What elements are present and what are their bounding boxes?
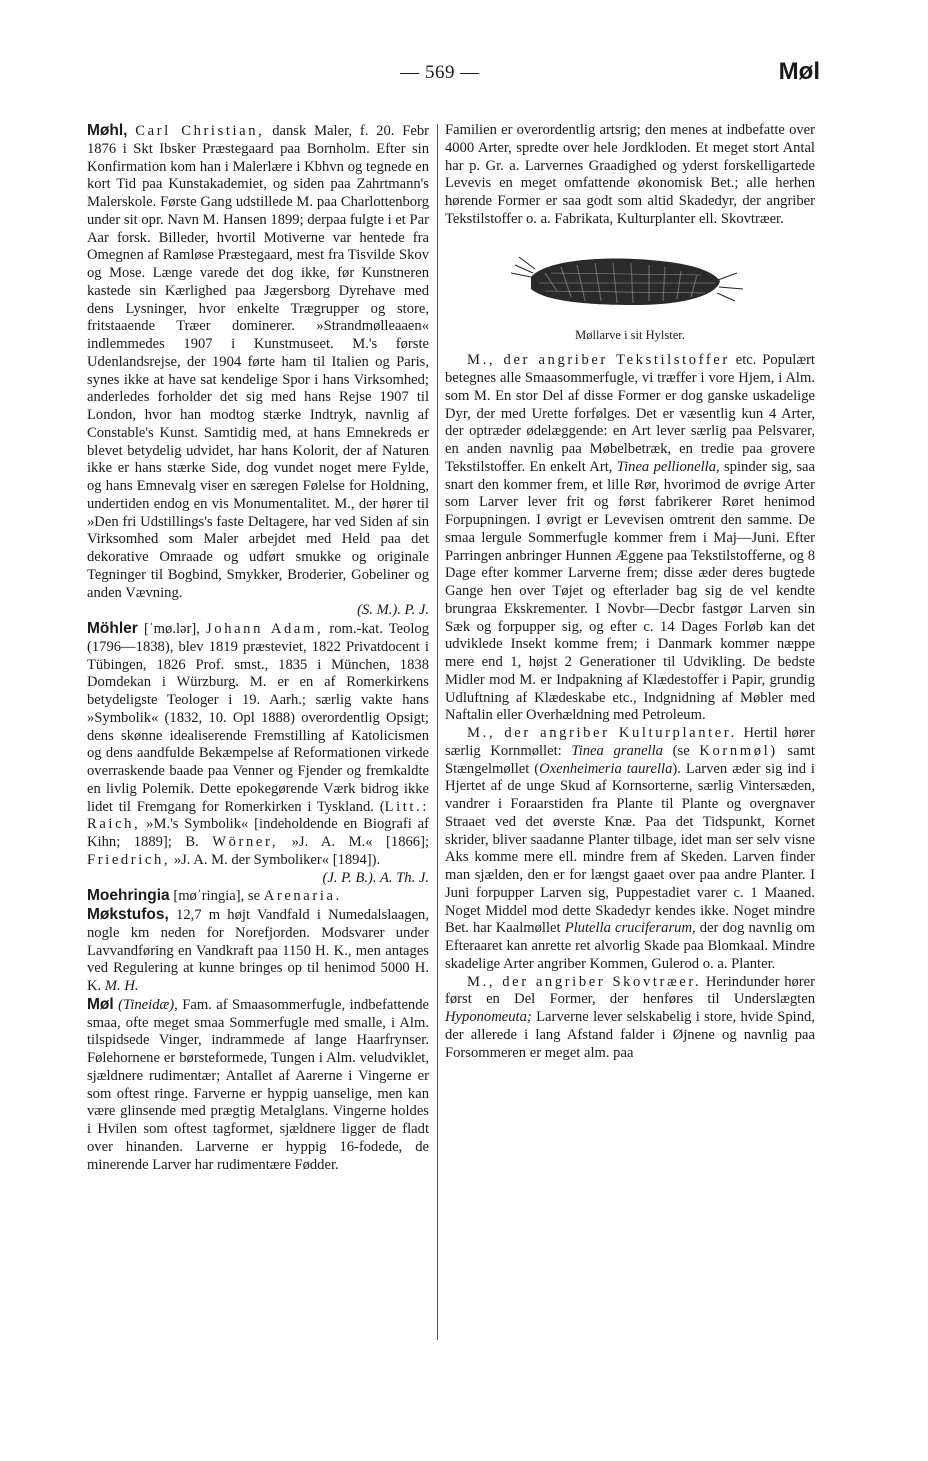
signature-mohler: (J. P. B.). A. Th. J.	[322, 869, 429, 886]
latin-mol: (Tineidæ),	[118, 996, 178, 1013]
headword-mohl: Møhl,	[87, 122, 128, 139]
figure-larva	[445, 243, 815, 345]
column-divider	[437, 124, 438, 1340]
pron-mohler: [ˈmø.lər],	[143, 621, 200, 637]
text1-kultur: Hertil hører særlig Kornmøllet:	[445, 725, 815, 759]
entry-mokstufos	[87, 906, 429, 996]
figure-caption: Møllarve i sit Hylster.	[575, 327, 685, 342]
genus-hyponomeuta: Hyponomeuta;	[445, 1009, 532, 1025]
section-tekstil	[445, 352, 815, 725]
text5-kultur: der dog navnlig om Efteraaret kan anrette ret alvorlig Skade paa Blomkaal. Mindre skadelige Arter angriber Kommen, Gulerod o. a. Planter.	[445, 920, 815, 972]
entry-mohler	[87, 620, 430, 886]
litt-mohler: Litt.:	[384, 798, 429, 815]
lead-tekstil: M., der angriber Tekstilstoffer	[467, 352, 730, 369]
text3-mohler: »J. A. M.« [1866];	[291, 834, 430, 850]
ref-kornmol: Kornmøl)	[699, 742, 778, 759]
lead-kultur: M., der angriber Kulturplanter.	[467, 725, 737, 741]
text4-mohler: »J. A. M. der Symboliker« [1894]).	[173, 851, 381, 868]
headword-moehringia: Moehringia	[87, 887, 170, 905]
ref-moehringia: Arenaria.	[263, 888, 342, 905]
text-mohl: dansk Maler, f. 20. Febr 1876 i Skt Ibsker Præstegaard paa Bornholm. Efter sin Konfirmation kom han i Malerlære i Kbhvn og tegnede en kort Tid paa Kunstakademiet, og siden paa Zahrtmann's Malerskole. Første Gang udstillede M. paa Charlottenborg under sit opr. Navn M. Hansen 1899; derpaa fulgte i et Par Aar forsk. Billeder, hvortil Motiverne var hentede fra Omegnen af Ramløse Præstegaard, mest fra Tisvilde Skov og Mose. Længe varede det dog ikke, før Kunstneren kastede sin Kærlighed paa Jægersborg Dyrehave med dens Lysninger, hvor enkelte Trægrupper og store, fritstaaende Træer dominerer. »Strandmølleaaen« indlemmedes 1907 i Kunstmuseet. M.'s første Udenlandsrejse, der 1904 førte ham til Italien og Paris, synes ikke at have sat kendelige Spor i hans Virksomhed; anderledes forholder det sig med hans Rejse 1907 til London, hvor han modtog stærke Indtryk, navnlig af Constable's Kunst. Samtidig med, at hans Emnekreds er blevet betydelig udvidet, har hans Kolorit, der af Naturen ikke er hans stærke Side, dog vundet noget mere Fylde, og hans Emnevalg viser en særegen Følelse for Holdning, undertiden endog en vis Monumentalitet. M., der hører til »Den fri Udstillings's faste Deltagere, har ved Siden af sin Virksomhed som Maler arbejdet med Held paa det dekorative Omraade og udført smukke og originale Tegninger til Bogbind, Smykker, Broderier, Gobeliner og anden Vævning.	[87, 123, 429, 601]
running-head: Møl	[778, 58, 820, 85]
name-mohl: Carl Christian,	[135, 123, 265, 139]
worner-mohler: Wörner,	[212, 834, 279, 850]
text1-tekstil: etc. Populært betegnes alle Smaasommerfugle, vi træffer i vore Hjem, i Alm. som M. En stor Del af disse Former er dog ganske uskadelige Dyr, der med Urette forfølges. Det er væsentlig kun 4 Arter, der optræder ødelæggende: en Art lever særlig paa Pelsvarer, en anden navnlig paa Møbelbetræk, en tredie paa grovere Tekstilstoffer. En enkelt Art,	[445, 352, 815, 475]
entry-mohl	[87, 122, 429, 602]
species-tinea-pellionella: Tinea pellionella,	[616, 458, 720, 475]
entry-mol	[87, 996, 429, 1175]
larva-case-illustration	[505, 243, 755, 323]
section-skov	[445, 974, 815, 1063]
mol-continuation: Familien er overordentlig artsrig; den menes at indbefatte over 4000 Arter, spredte over hele Jordkloden. Et meget stort Antal har p. Gr. a. Larvernes Graadighed og yderst forskelligartede Levevis en meget omfattende økonomisk Bet.; alle herhen hørende Former er saa godt som altid Skadedyr, der angriber Tekstilstoffer o. a. Fabrikata, Kulturplanter ell. Skovtræer.	[445, 122, 815, 227]
text-mokstufos: 12,7 m højt Vandfald i Numedalslaagen, nogle km neden for Norefjorden. Modsvarer under Lavvandføring en Vandkraft paa 1150 H. K., men antages ved Regulering at kunne bringes op til henimod 5000 H. K.	[87, 907, 429, 994]
pron-moehringia: [møˈringia],	[173, 888, 245, 905]
raich-mohler: Raich,	[87, 816, 141, 833]
signature-mokstufos: M. H.	[104, 978, 139, 994]
text4-kultur: ). Larven æder sig ind i Hjertet af de unge Skud af Kornsorterne, særlig Vintersæden, vandrer i Foraarstiden fra Plante til Plante og overgnaver Straaet ved det øverste Knæ. Paa det Tidspunkt, Kornet skrider, bliver saadanne Planter tilbage, idet man ser selv visne Aks komme mere ell. mindre frem af Skeden. Larven finder man sjælden, den er for længst gaaet over paa andre Planter. I Juni forpupper Larven sig, Puppestadiet varer c. 1 Maaned. Noget Middel mod dette Skadedyr kendes ikke. Noget mindre Bet. har Kaalmøllet	[445, 760, 815, 937]
species-oxenheimeria: Oxenheimeria taurella	[539, 760, 673, 777]
text2-skov: Larverne lever selskabelig i store, hvide Spind, der allerede i lang Afstand falder i Øjnene og navnlig paa Forsommeren er meget alm. paa	[445, 1009, 815, 1061]
text-moehringia: se	[247, 888, 261, 905]
text-mol: Fam. af Smaasommerfugle, indbefattende smaa, ofte meget smaa Sommerfugle med smalle, i Alm. tilspidsede Vinger, indrammede af lange Haarfrynser. Følehornene er børsteformede, Tungen i Alm. veludviklet, sjældnere rudimentær; Antallet af Aarerne i Vingerne er som oftest ringe. Farverne er hyppig uanselige, men kan være glinsende med prægtig Metalglans. Vingerne holdes i Hvilen som oftest tagformet, sjældnere ligger de fladt over hinanden. Larverne er hyppig 16-fodede, de minerende Larver har rudimentære Fødder.	[87, 996, 430, 1173]
species-plutella: Plutella cruciferarum,	[564, 920, 696, 937]
friedrich-mohler: Friedrich,	[87, 851, 171, 868]
species-tinea-granella: Tinea granella	[571, 742, 663, 759]
headword-mokstufos: Møkstufos,	[87, 906, 169, 923]
headword-mohler: Möhler	[87, 620, 138, 637]
headword-mol: Møl	[87, 995, 114, 1013]
text2-mohler: »M.'s Symbolik« [indeholdende en Biografi af Kihn; 1889]; B.	[87, 816, 429, 850]
lead-skov: M., der angriber Skovtræer.	[467, 973, 702, 990]
text2-tekstil: spinder sig, saa snart den kommer frem, et lille Rør, hvorimod de øvrige Arter som Larver lever frit og først fabrikerer Røret henimod Forpupningen. I øvrigt er Levevisen omtrent den samme. De smaa lergule Sommerfugle kommer frem i Maj—Juni. Efter Parringen anbringer Hunnen Æggene paa Tekstilstofferne, og 8 Dage efter kommer Larverne frem; disse æder deres bugtede Gange hen over Tøjet og efterlader bag sig de vel kendte brungraa Ekskrementer. I Novbr—Decbr fastgør Larven sin Sæk og forpupper sig, og efter c. 14 Dages Forløb kan det udviklede Insekt komme frem; i Danmark kommer næppe mere end 1, højst 2 Generationer til Udvikling. De bedste Midler mod M. er Indpakning af Klædestoffer i Papir, grundig Udluftning af Klædeskabe etc., Indgnidning af Møbler med Naftalin eller Overhældning med Petroleum.	[445, 458, 815, 724]
name-mohler: Johann Adam,	[206, 621, 324, 637]
text2-kultur: (se	[672, 742, 690, 759]
right-column	[445, 122, 815, 1062]
text1-mohler: rom.-kat. Teolog (1796—1838), blev 1819 præsteviet, 1822 Privatdocent i Tübingen, 1826 Prof. smst., 1835 i München, 1838 Domdekan i Würzburg. M. er en af Romerkirkens betydeligste Teologer i 19. Aarh.; særlig vakte hans »Symbolik« (1832, 10. Opl 1888) overordentlig Opsigt; dens skønne idealiserende Fremstilling af Katolicismen og dens aandfulde Bekæmpelse af Reformationen virkede overraskende baade paa Venner og Fjender og fremkaldte en livlig Polemik. Dette epokegørende Værk bidrog ikke lidet til Fremgang for Romerkirken i Tyskland. (	[87, 621, 430, 815]
text1-skov: Herindunder hører først en Del Former, der henføres til Underslægten	[445, 973, 815, 1008]
entry-moehringia	[87, 887, 429, 906]
signature-mohl: (S. M.). P. J.	[357, 602, 429, 619]
text3-kultur: samt Stængelmøllet (	[445, 742, 815, 777]
page-number: — 569 —	[400, 62, 480, 83]
left-column	[87, 122, 429, 1174]
section-kultur	[445, 725, 815, 974]
